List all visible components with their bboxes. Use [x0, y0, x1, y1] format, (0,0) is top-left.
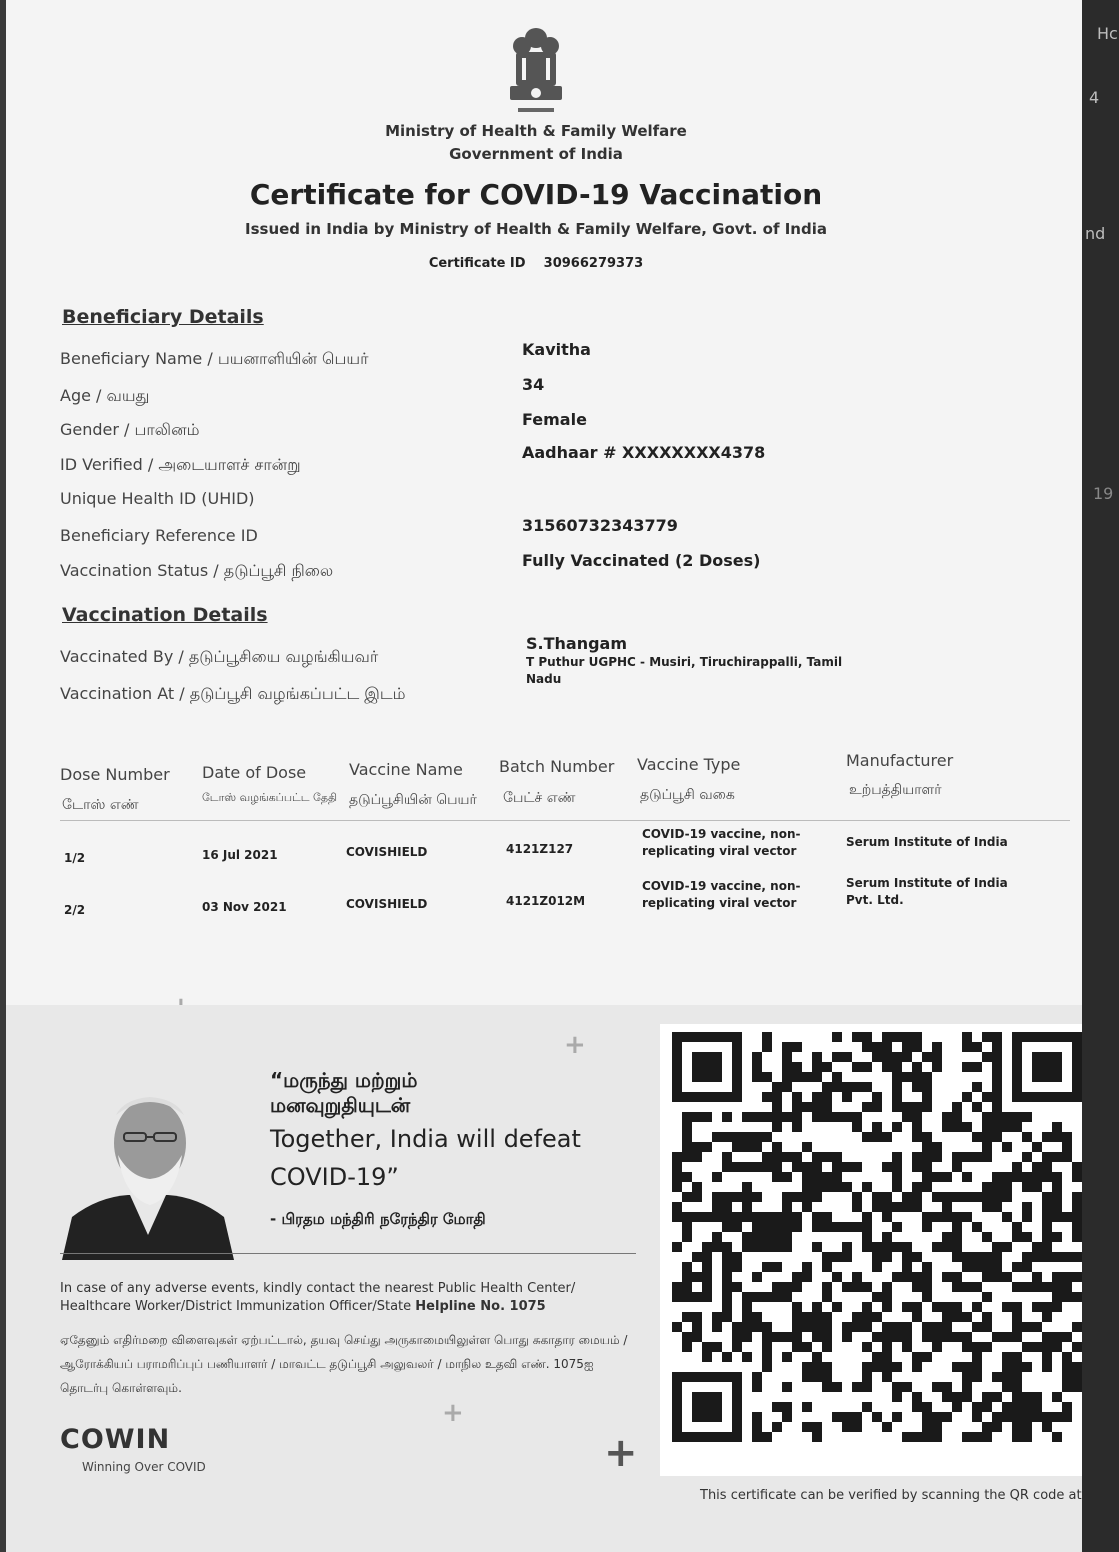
dose-number-cell: 1/2 — [64, 851, 86, 865]
issued-by: Issued in India by Ministry of Health & Family Welfare, Govt. of India — [245, 220, 827, 238]
vaccine-type-cell: COVID-19 vaccine, non-replicating viral vector — [642, 879, 801, 910]
th-vaccine-type-ta: தடுப்பூசி வகை — [640, 787, 735, 803]
dose-number-cell: 2/2 — [64, 903, 86, 917]
date-of-dose-cell: 03 Nov 2021 — [202, 900, 287, 914]
advisory-english-text: In case of any adverse events, kindly contact the nearest Public Health Center/ Healthcare Worker/District Immunization Officer/State — [60, 1281, 576, 1314]
footer-divider — [60, 1253, 636, 1254]
cowin-tagline: Winning Over COVID — [82, 1460, 206, 1474]
national-emblem-icon — [500, 22, 572, 122]
vaccination-at-value: T Puthur UGPHC - Musiri, Tiruchirappalli, Tamil Nadu — [526, 655, 843, 686]
uhid-label: Unique Health ID (UHID) — [60, 489, 255, 508]
reference-id-label: Beneficiary Reference ID — [60, 526, 258, 545]
vaccination-status-label: Vaccination Status / தடுப்பூசி நிலை — [60, 561, 334, 580]
prime-minister-portrait — [58, 1085, 238, 1260]
quote-attribution: - பிரதம மந்திரி நரேந்திர மோதி — [270, 1210, 486, 1228]
table-divider — [60, 820, 1070, 821]
th-date-of-dose: Date of Dose — [202, 763, 307, 782]
th-date-of-dose-ta: டோஸ் வழங்கப்பட்ட தேதி — [202, 791, 338, 804]
vaccination-heading: Vaccination Details — [62, 604, 268, 626]
side-text-a: Hc — [1097, 24, 1118, 43]
batch-number-cell: 4121Z012M — [506, 894, 586, 908]
gender-label: Gender / பாலினம் — [60, 420, 200, 439]
vaccination-at-label: Vaccination At / தடுப்பூசி வழங்கப்பட்ட இடம் — [60, 684, 406, 703]
vaccination-status-value: Fully Vaccinated (2 Doses) — [522, 551, 761, 570]
certificate-paper — [6, 0, 1082, 1552]
quote-english: Together, India will defeat COVID-19” — [270, 1125, 581, 1191]
vaccine-name-cell: COVISHIELD — [346, 845, 428, 859]
side-text-d: 19 — [1093, 484, 1114, 503]
id-verified-label: ID Verified / அடையாளச் சான்று — [60, 455, 301, 474]
decorative-plus-icon: + — [442, 1398, 464, 1428]
vaccinated-by-value: S.Thangam — [526, 634, 628, 653]
th-dose-number: Dose Number — [60, 765, 170, 784]
cowin-logo: COWIN — [60, 1424, 171, 1455]
decorative-plus-icon: + — [604, 1430, 638, 1476]
th-manufacturer-ta: உற்பத்தியாளர் — [849, 782, 942, 798]
beneficiary-name-value: Kavitha — [522, 340, 591, 359]
government-name: Government of India — [449, 145, 623, 163]
th-vaccine-type: Vaccine Type — [637, 755, 741, 774]
batch-number-cell: 4121Z127 — [506, 842, 574, 856]
certificate-id-row — [196, 256, 876, 271]
th-manufacturer: Manufacturer — [846, 751, 954, 770]
verification-note: This certificate can be verified by scanning the QR code at — [700, 1488, 1082, 1503]
ministry-name: Ministry of Health & Family Welfare — [385, 122, 687, 140]
side-text-b: nd — [1085, 224, 1106, 243]
th-vaccine-name: Vaccine Name — [349, 760, 463, 779]
decorative-plus-icon: + — [564, 1030, 586, 1060]
th-batch-number: Batch Number — [499, 757, 615, 776]
reference-id-value: 31560732343779 — [522, 516, 678, 535]
vaccine-name-cell: COVISHIELD — [346, 897, 428, 911]
th-dose-number-ta: டோஸ் எண் — [62, 797, 139, 813]
certificate-title: Certificate for COVID-19 Vaccination — [249, 178, 823, 211]
certificate-id-label: Certificate ID — [428, 256, 526, 271]
certificate-id-value: 30966279373 — [543, 256, 644, 271]
manufacturer-cell: Serum Institute of India Pvt. Ltd. — [846, 876, 1008, 907]
helpline-number: Helpline No. 1075 — [415, 1299, 546, 1314]
advisory-tamil: ஏதேனும் எதிர்மறை விளைவுகள் ஏற்பட்டால், தயவு செய்து அருகாமையிலுள்ள பொது சுகாதார மையம் / ஆரோக்கியப் பராமரிப்புப் பணியாளர் / மாவட்ட தடுப்பூசி அலுவலர் / மாநில உதவி எண். 1075ஐ தொடர்பு கொள்ளவும். — [60, 1333, 628, 1395]
verification-qr-code[interactable] — [660, 1024, 1082, 1476]
vaccinated-by-label: Vaccinated By / தடுப்பூசியை வழங்கியவர் — [60, 647, 379, 666]
id-verified-value: Aadhaar # XXXXXXXX4378 — [522, 443, 766, 462]
quote-tamil: “மருந்து மற்றும் மனவுறுதியுடன் — [270, 1068, 418, 1117]
vaccine-type-cell: COVID-19 vaccine, non-replicating viral vector — [642, 827, 801, 858]
beneficiary-heading: Beneficiary Details — [62, 306, 264, 328]
age-value: 34 — [522, 375, 545, 394]
side-text-c: 4 — [1089, 88, 1100, 107]
age-label: Age / வயது — [60, 386, 150, 405]
th-batch-number-ta: பேட்ச் எண் — [503, 790, 576, 806]
gender-value: Female — [522, 410, 587, 429]
beneficiary-name-label: Beneficiary Name / பயனாளியின் பெயர் — [60, 349, 369, 368]
date-of-dose-cell: 16 Jul 2021 — [202, 848, 278, 862]
manufacturer-cell: Serum Institute of India — [846, 835, 1008, 849]
advisory-english — [60, 1280, 640, 1316]
th-vaccine-name-ta: தடுப்பூசியின் பெயர் — [349, 792, 477, 808]
